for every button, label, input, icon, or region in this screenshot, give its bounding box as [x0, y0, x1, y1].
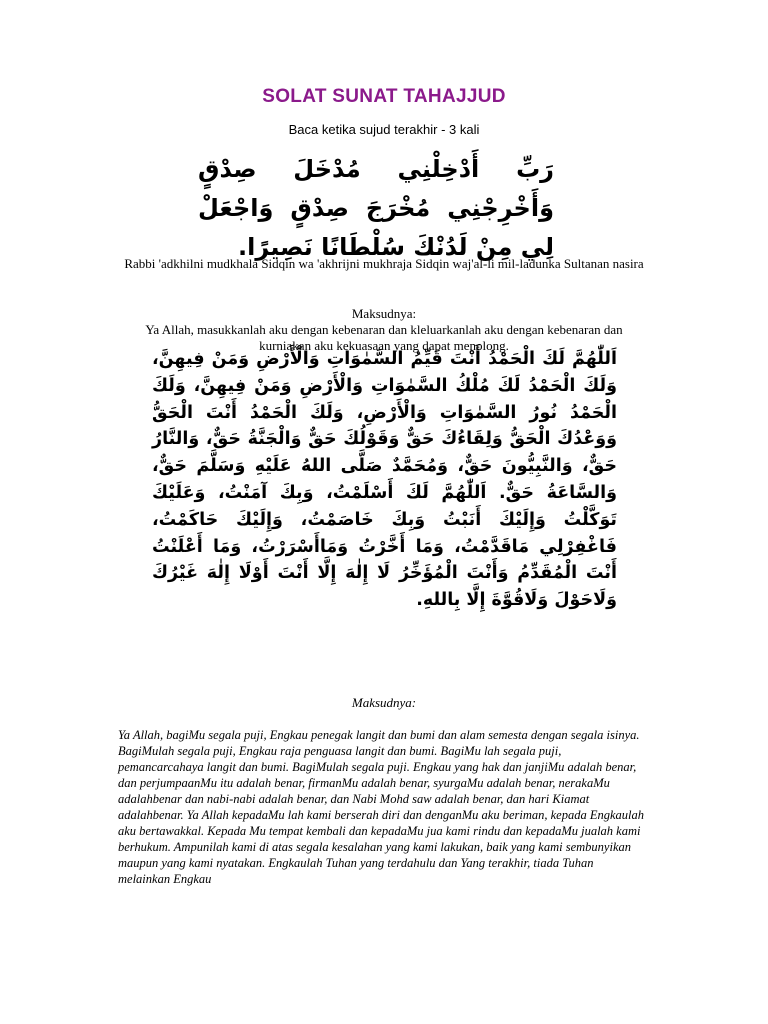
doa-1-meaning-label: Maksudnya:	[351, 306, 417, 321]
page-title: SOLAT SUNAT TAHAJJUD	[262, 86, 506, 107]
doa-2-meaning-text: Ya Allah, bagiMu segala puji, Engkau penegak langit dan bumi dan alam semesta dengan segala isinya. BagiMulah segala puji, Engkau raja penguasa langit dan bumi. BagiMu lah segala puji, pemancarcahaya langit dan bumi. BagiMulah segala puji. Engkau yang hak dan janjiMu adalah benar, dan perjumpaanMu itu adalah benar, firmanMu adalah benar, syurgaMu adalah benar, nerakaMu adalahbenar dan nabi-nabi adalah benar, dan Nabi Mohd saw adalah benar, dan hari Kiamat adalahbenar. Ya Allah kepadaMu lah kami berserah diri dan denganMu aku beriman, kepada Engkaulah aku bertawakkal. Kepada Mu tempat kembali dan kepadaMu jua kami rindu dan kepadaMu jualah kami berhukum. Ampunilah kami di atas segala kesalahan yang kami lakukan, baik yang kami sembunyikan maupun yang kami nyatakan. Engkaulah Tuhan yang terdahulu dan Yang terakhir, tiada Tuhan melainkan Engkau	[118, 728, 644, 886]
doa-1-meaning-text: Ya Allah, masukkanlah aku dengan kebenaran dan kleluarkanlah aku dengan kebenaran dan kurniakan aku kekuasaan yang dapat menolong.	[145, 322, 623, 353]
doa-2-arabic-text: اَللّٰهُمَّ لَكَ الْحَمْدُ أَنْتَ قَيِّمُ السَّمٰوَاتِ وَالْأَرْضِ وَمَنْ فِيهِنَّ، وَلَكَ الْحَمْدُ لَكَ مُلْكُ السَّمٰوَاتِ وَالْأَرْضِ وَمَنْ فِيهِنَّ، وَلَكَ الْحَمْدُ نُورُ السَّمٰوَاتِ وَالْأَرْضِ، وَلَكَ الْحَمْدُ أَنْتَ الْحَقُّ وَوَعْدُكَ الْحَقُّ وَلِقَاءُكَ حَقٌّ وَقَوْلُكَ حَقٌّ وَالْجَنَّةُ حَقٌّ، وَالنَّارُ حَقٌّ، وَالنَّبِيُّونَ حَقٌّ، وَمُحَمَّدٌ صَلَّى اللهُ عَلَيْهِ وَسَلَّمَ حَقٌّ، وَالسَّاعَةُ حَقٌّ. اَللّٰهُمَّ لَكَ أَسْلَمْتُ، وَبِكَ آمَنْتُ، وَعَلَيْكَ تَوَكَّلْتُ وَإِلَيْكَ أَنَبْتُ وَبِكَ خَاصَمْتُ، وَإِلَيْكَ حَاكَمْتُ، فَاغْفِرْلِي مَاقَدَّمْتُ، وَمَا أَخَّرْتُ وَمَاأَسْرَرْتُ، وَمَا أَعْلَنْتُ أَنْتَ الْمُقَدِّمُ وَأَنْتَ الْمُؤَخِّرُ لَا إِلٰهَ إِلَّا أَنْتَ أَوْلَا إِلٰهَ غَيْرُكَ وَلَاحَوْلَ وَلَاقُوَّةَ إِلَّا بِاللهِ.	[152, 349, 617, 611]
doa-1-transliteration: Rabbi 'adkhilni mudkhala Sidqin wa 'akhrijni mukhraja Sidqin waj'al-li mil-ladunka Sultanan nasira	[124, 256, 644, 271]
doa-1-arabic-text: رَبِّ أَدْخِلْنِي مُدْخَلَ صِدْقٍ وَأَخْرِجْنِي مُخْرَجَ صِدْقٍ وَاجْعَلْ لِي مِنْ لَدُنْكَ سُلْطَانًا نَصِيرًا.	[198, 155, 554, 261]
doa-2-meaning-label: Maksudnya:	[351, 695, 417, 710]
instruction-text: Baca ketika sujud terakhir - 3 kali	[288, 122, 480, 137]
